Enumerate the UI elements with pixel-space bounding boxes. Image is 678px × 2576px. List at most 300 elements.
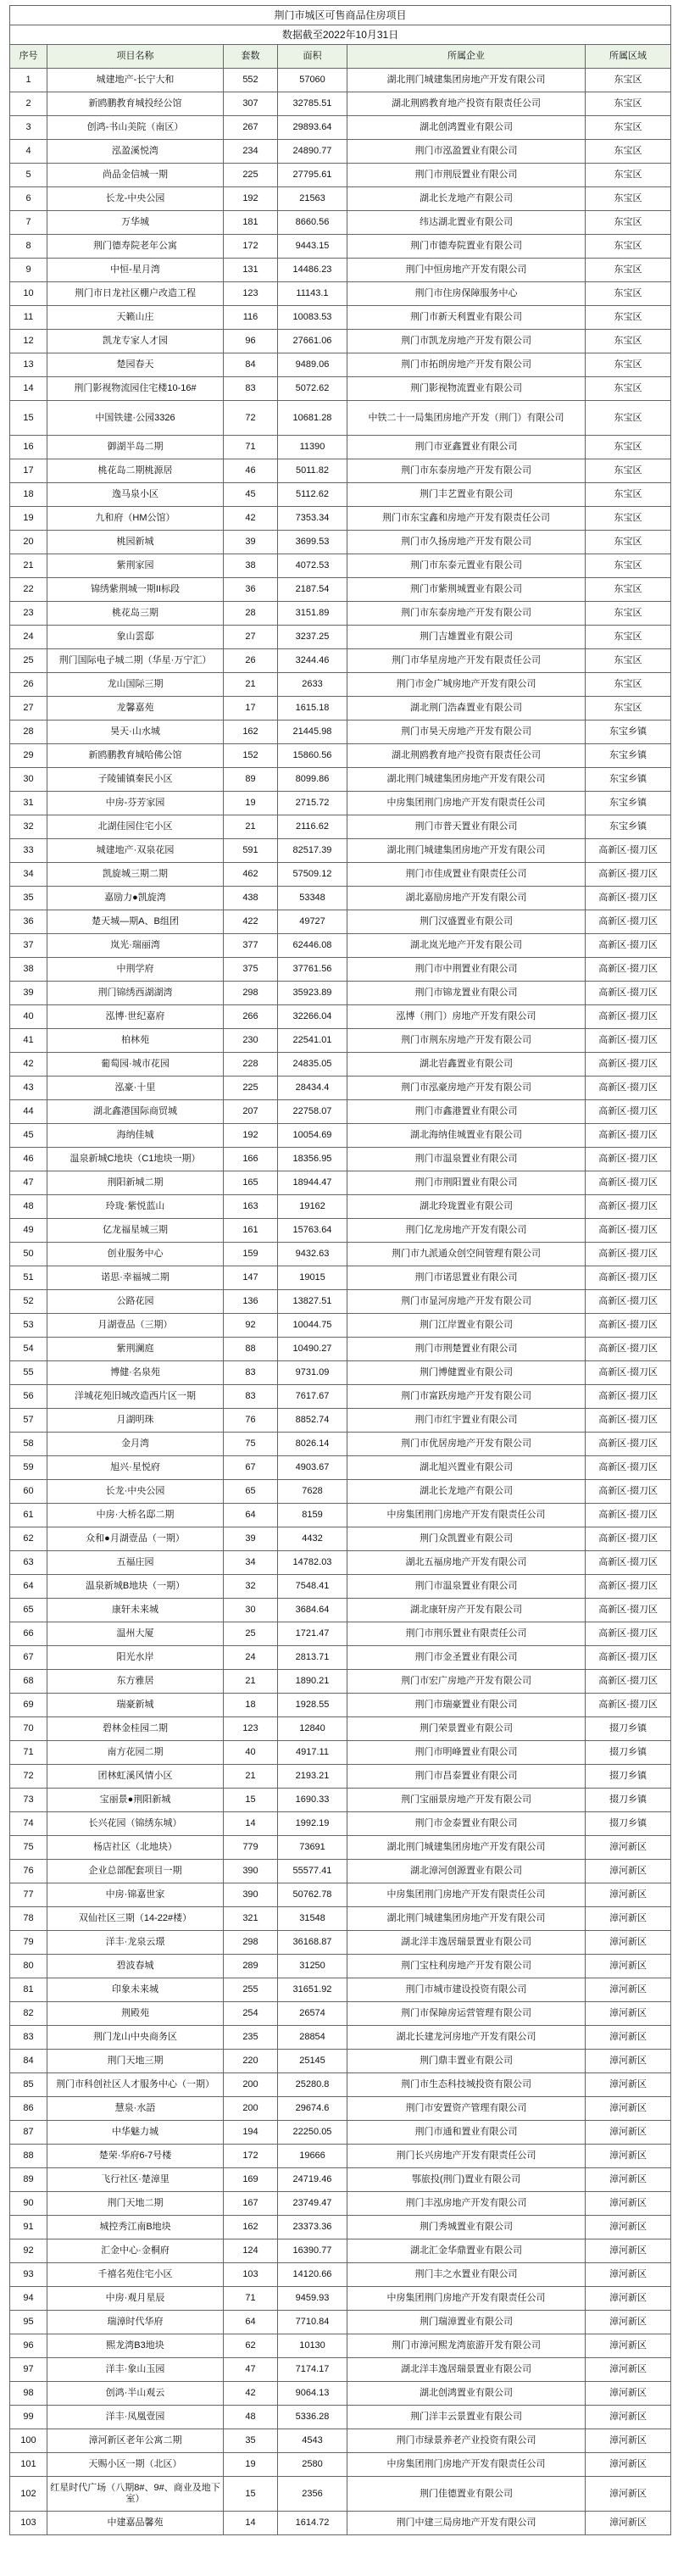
area: 15763.64: [278, 1219, 347, 1243]
area: 22250.05: [278, 2121, 347, 2145]
company: 湖北海纳佳城置业有限公司: [347, 1124, 586, 1148]
row-index: 6: [10, 187, 47, 211]
region: 漳河新区: [586, 2477, 671, 2512]
area: 62446.08: [278, 934, 347, 958]
table-row: [10, 69, 671, 92]
region: 掇刀乡镇: [586, 1812, 671, 1836]
project-name: 中房·锦嘉世家: [47, 1883, 224, 1907]
row-index: 70: [10, 1717, 47, 1741]
unit-count: 307: [224, 92, 278, 116]
row-index: 31: [10, 792, 47, 815]
table-row: [10, 2334, 671, 2358]
unit-count: 42: [224, 507, 278, 531]
row-index: 41: [10, 1029, 47, 1053]
company: 中房集团荆门房地产开发有限责任公司: [347, 2453, 586, 2477]
unit-count: 96: [224, 330, 278, 353]
header-project-name: 项目名称: [47, 45, 224, 69]
company: 荆门丰泓房地产开发有限公司: [347, 2192, 586, 2216]
company: 荆门市优居房地产开发有限公司: [347, 1433, 586, 1456]
project-name: 公路花园: [47, 1290, 224, 1314]
row-index: 71: [10, 1741, 47, 1765]
region: 漳河新区: [586, 2216, 671, 2239]
table-row: [10, 377, 671, 401]
table-row: [10, 1480, 671, 1504]
company: 荆门荣景置业有限公司: [347, 1717, 586, 1741]
area: 8099.86: [278, 768, 347, 792]
unit-count: 47: [224, 2358, 278, 2382]
table-row: [10, 1955, 671, 1978]
region: 高新区·掇刀区: [586, 982, 671, 1005]
region: 东宝区: [586, 187, 671, 211]
project-name: 印象未来城: [47, 1978, 224, 2002]
company: 荆门市金广城房地产开发有限公司: [347, 673, 586, 697]
company: 荆门市荆阳置业有限公司: [347, 1171, 586, 1195]
table-row: [10, 1741, 671, 1765]
project-name: 创鸿·半山观云: [47, 2382, 224, 2406]
row-index: 55: [10, 1361, 47, 1385]
row-index: 5: [10, 164, 47, 187]
housing-table: [9, 5, 671, 2535]
area: 5011.82: [278, 459, 347, 483]
unit-count: 147: [224, 1266, 278, 1290]
table-row: [10, 2073, 671, 2097]
unit-count: 234: [224, 140, 278, 164]
company: 荆门市生态科技城投资有限公司: [347, 2073, 586, 2097]
unit-count: 152: [224, 744, 278, 768]
company: 荆门市宏广房地产开发有限公司: [347, 1670, 586, 1694]
region: 漳河新区: [586, 1907, 671, 1931]
row-index: 11: [10, 306, 47, 330]
project-name: 玲珑·紫悦蓝山: [47, 1195, 224, 1219]
row-index: 26: [10, 673, 47, 697]
table-row: [10, 1219, 671, 1243]
row-index: 61: [10, 1504, 47, 1527]
project-name: 温泉新城B地块（一期）: [47, 1575, 224, 1599]
row-index: 76: [10, 1860, 47, 1883]
region: 东宝乡镇: [586, 792, 671, 815]
company: 中房集团荆门房地产开发有限责任公司: [347, 1883, 586, 1907]
area: 4917.11: [278, 1741, 347, 1765]
area: 7353.34: [278, 507, 347, 531]
region: 漳河新区: [586, 2002, 671, 2026]
company: 湖北长龙地产有限公司: [347, 1480, 586, 1504]
row-index: 89: [10, 2168, 47, 2192]
region: 高新区·掇刀区: [586, 1029, 671, 1053]
unit-count: 83: [224, 1385, 278, 1409]
area: 16390.77: [278, 2239, 347, 2263]
company: 荆门市紫荆城置业有限公司: [347, 578, 586, 602]
row-index: 46: [10, 1148, 47, 1171]
company: 荆门宝丽景房地产开发有限公司: [347, 1789, 586, 1812]
unit-count: 225: [224, 164, 278, 187]
area: 4072.53: [278, 554, 347, 578]
company: 荆门洋丰云景置业有限公司: [347, 2406, 586, 2429]
project-name: 天籁山庄: [47, 306, 224, 330]
unit-count: 30: [224, 1599, 278, 1622]
project-name: 桃花岛三期: [47, 602, 224, 626]
table-row: [10, 2121, 671, 2145]
project-name: 中荆学府: [47, 958, 224, 982]
row-index: 18: [10, 483, 47, 507]
project-name: 企业总部配套项目一期: [47, 1860, 224, 1883]
project-name: 楚荣·华府6-7号楼: [47, 2145, 224, 2168]
row-index: 84: [10, 2050, 47, 2073]
row-index: 88: [10, 2145, 47, 2168]
area: 4543: [278, 2429, 347, 2453]
unit-count: 123: [224, 1717, 278, 1741]
area: 9731.09: [278, 1361, 347, 1385]
project-name: 瑞漳时代华府: [47, 2311, 224, 2334]
company: 荆门市漳河熙龙湾旅游开发有限公司: [347, 2334, 586, 2358]
region: 漳河新区: [586, 2311, 671, 2334]
project-name: 旭兴·星悦府: [47, 1456, 224, 1480]
table-row: [10, 792, 671, 815]
area: 9064.13: [278, 2382, 347, 2406]
project-name: 博健·名泉苑: [47, 1361, 224, 1385]
project-name: 城建地产-长宁大和: [47, 69, 224, 92]
company: 湖北长龙地产有限公司: [347, 187, 586, 211]
company: 湖北洋丰逸居瑞景置业有限公司: [347, 1931, 586, 1955]
region: 高新区·掇刀区: [586, 1409, 671, 1433]
row-index: 62: [10, 1527, 47, 1551]
project-name: 月湖明珠: [47, 1409, 224, 1433]
unit-count: 45: [224, 483, 278, 507]
row-index: 29: [10, 744, 47, 768]
table-row: [10, 2239, 671, 2263]
unit-count: 15: [224, 2477, 278, 2512]
unit-count: 462: [224, 863, 278, 887]
table-row: [10, 531, 671, 554]
company: 湖北岚光地产开发有限公司: [347, 934, 586, 958]
table-row: [10, 1789, 671, 1812]
region: 漳河新区: [586, 2382, 671, 2406]
row-index: 97: [10, 2358, 47, 2382]
project-name: 中恒-星月湾: [47, 259, 224, 282]
region: 东宝区: [586, 602, 671, 626]
unit-count: 64: [224, 1504, 278, 1527]
row-index: 39: [10, 982, 47, 1005]
region: 漳河新区: [586, 1860, 671, 1883]
row-index: 17: [10, 459, 47, 483]
area: 10681.28: [278, 401, 347, 436]
table-row: [10, 2358, 671, 2382]
region: 东宝区: [586, 116, 671, 140]
region: 高新区·掇刀区: [586, 863, 671, 887]
company: 湖北旭兴置业有限公司: [347, 1456, 586, 1480]
row-index: 79: [10, 1931, 47, 1955]
company: 湖北荆鸥教育地产投资有限责任公司: [347, 92, 586, 116]
unit-count: 62: [224, 2334, 278, 2358]
region: 东宝区: [586, 92, 671, 116]
row-index: 28: [10, 721, 47, 744]
region: 高新区·掇刀区: [586, 1480, 671, 1504]
unit-count: 76: [224, 1409, 278, 1433]
region: 东宝区: [586, 436, 671, 459]
unit-count: 38: [224, 554, 278, 578]
table-row: [10, 578, 671, 602]
project-name: 中华魅力城: [47, 2121, 224, 2145]
row-index: 30: [10, 768, 47, 792]
region: 高新区·掇刀区: [586, 1361, 671, 1385]
area: 1890.21: [278, 1670, 347, 1694]
region: 高新区·掇刀区: [586, 1622, 671, 1646]
unit-count: 71: [224, 436, 278, 459]
area: 5336.28: [278, 2406, 347, 2429]
region: 高新区·掇刀区: [586, 1433, 671, 1456]
company: 荆门市东泰元置业有限公司: [347, 554, 586, 578]
row-index: 12: [10, 330, 47, 353]
table-row: [10, 839, 671, 863]
company: 荆门市锦龙置业有限公司: [347, 982, 586, 1005]
region: 高新区·掇刀区: [586, 1599, 671, 1622]
region: 高新区·掇刀区: [586, 1148, 671, 1171]
project-name: 中国铁建·公园3326: [47, 401, 224, 436]
region: 漳河新区: [586, 2050, 671, 2073]
row-index: 94: [10, 2287, 47, 2311]
project-name: 荆门市日龙社区棚户改造工程: [47, 282, 224, 306]
project-name: 月湖壹品（三期）: [47, 1314, 224, 1338]
project-name: 北湖佳园住宅小区: [47, 815, 224, 839]
row-index: 101: [10, 2453, 47, 2477]
project-name: 桃园新城: [47, 531, 224, 554]
table-row: [10, 306, 671, 330]
row-index: 91: [10, 2216, 47, 2239]
table-row: [10, 1456, 671, 1480]
table-row: [10, 744, 671, 768]
area: 25280.8: [278, 2073, 347, 2097]
region: 漳河新区: [586, 1883, 671, 1907]
company: 湖北创鸿置业有限公司: [347, 2382, 586, 2406]
company: 荆门瑞漳置业有限公司: [347, 2311, 586, 2334]
project-name: 漳河新区老年公寓二期: [47, 2429, 224, 2453]
unit-count: 40: [224, 1741, 278, 1765]
unit-count: 161: [224, 1219, 278, 1243]
project-name: 岚光·瑞丽湾: [47, 934, 224, 958]
area: 1615.18: [278, 697, 347, 721]
company: 荆门江岸置业有限公司: [347, 1314, 586, 1338]
region: 东宝乡镇: [586, 744, 671, 768]
area: 14120.66: [278, 2263, 347, 2287]
header-company: 所属企业: [347, 45, 586, 69]
unit-count: 35: [224, 2429, 278, 2453]
region: 高新区·掇刀区: [586, 910, 671, 934]
company: 荆门丰艺置业有限公司: [347, 483, 586, 507]
region: 漳河新区: [586, 2263, 671, 2287]
unit-count: 88: [224, 1338, 278, 1361]
project-name: 柏林苑: [47, 1029, 224, 1053]
unit-count: 159: [224, 1243, 278, 1266]
area: 1721.47: [278, 1622, 347, 1646]
unit-count: 390: [224, 1883, 278, 1907]
row-index: 72: [10, 1765, 47, 1789]
project-name: 阳光水岸: [47, 1646, 224, 1670]
area: 31250: [278, 1955, 347, 1978]
region: 东宝乡镇: [586, 721, 671, 744]
company: 荆门影视物流置业有限公司: [347, 377, 586, 401]
unit-count: 131: [224, 259, 278, 282]
table-row: [10, 1409, 671, 1433]
row-index: 102: [10, 2477, 47, 2512]
project-name: 碧林金桂园二期: [47, 1717, 224, 1741]
row-index: 1: [10, 69, 47, 92]
region: 漳河新区: [586, 2073, 671, 2097]
table-row: [10, 1907, 671, 1931]
unit-count: 28: [224, 602, 278, 626]
unit-count: 64: [224, 2311, 278, 2334]
table-row: [10, 507, 671, 531]
project-name: 荆门影视物流园住宅楼10-16#: [47, 377, 224, 401]
project-name: 金月湾: [47, 1433, 224, 1456]
area: 22758.07: [278, 1100, 347, 1124]
area: 29674.6: [278, 2097, 347, 2121]
unit-count: 19: [224, 792, 278, 815]
project-name: 宝丽景●荆阳新城: [47, 1789, 224, 1812]
project-name: 楚园春天: [47, 353, 224, 377]
unit-count: 15: [224, 1789, 278, 1812]
area: 31651.92: [278, 1978, 347, 2002]
table-row: [10, 211, 671, 235]
row-index: 51: [10, 1266, 47, 1290]
region: 东宝区: [586, 626, 671, 649]
region: 东宝区: [586, 649, 671, 673]
project-name: 荆殿苑: [47, 2002, 224, 2026]
unit-count: 377: [224, 934, 278, 958]
region: 漳河新区: [586, 2287, 671, 2311]
project-name: 荆门天地三期: [47, 2050, 224, 2073]
company: 荆门秀城置业有限公司: [347, 2216, 586, 2239]
project-name: 慧泉·水語: [47, 2097, 224, 2121]
area: 18944.47: [278, 1171, 347, 1195]
row-index: 34: [10, 863, 47, 887]
row-index: 98: [10, 2382, 47, 2406]
unit-count: 321: [224, 1907, 278, 1931]
area: 8660.56: [278, 211, 347, 235]
area: 15860.56: [278, 744, 347, 768]
area: 2116.62: [278, 815, 347, 839]
region: 漳河新区: [586, 2121, 671, 2145]
unit-count: 39: [224, 531, 278, 554]
project-name: 瑞豪新城: [47, 1694, 224, 1717]
unit-count: 438: [224, 887, 278, 910]
row-index: 37: [10, 934, 47, 958]
unit-count: 235: [224, 2026, 278, 2050]
company: 荆门市通和置业有限公司: [347, 2121, 586, 2145]
company: 荆门市德寿院置业有限公司: [347, 235, 586, 259]
unit-count: 46: [224, 459, 278, 483]
project-name: 紫荆澜庭: [47, 1338, 224, 1361]
project-name: 荆阳新城二期: [47, 1171, 224, 1195]
table-row: [10, 2453, 671, 2477]
region: 高新区·掇刀区: [586, 1646, 671, 1670]
company: 荆门市泓豪房地产开发有限公司: [347, 1077, 586, 1100]
company: 荆门市东泰房地产开发有限公司: [347, 459, 586, 483]
region: 东宝区: [586, 140, 671, 164]
row-index: 86: [10, 2097, 47, 2121]
area: 10490.27: [278, 1338, 347, 1361]
row-index: 90: [10, 2192, 47, 2216]
area: 9443.15: [278, 235, 347, 259]
company: 湖北创鸿置业有限公司: [347, 116, 586, 140]
table-row: [10, 2477, 671, 2512]
area: 3244.46: [278, 649, 347, 673]
table-row: [10, 1433, 671, 1456]
company: 荆门市华星房地产开发有限责任公司: [347, 649, 586, 673]
area: 19666: [278, 2145, 347, 2168]
company: 荆门市富跃房地产开发有限公司: [347, 1385, 586, 1409]
region: 东宝乡镇: [586, 815, 671, 839]
area: 24890.77: [278, 140, 347, 164]
table-row: [10, 187, 671, 211]
area: 21563: [278, 187, 347, 211]
table-row: [10, 1646, 671, 1670]
company: 湖北洋丰逸居瑞景置业有限公司: [347, 2358, 586, 2382]
unit-count: 32: [224, 1575, 278, 1599]
area: 10130: [278, 2334, 347, 2358]
row-index: 93: [10, 2263, 47, 2287]
company: 湖北荆门城建集团房地产开发有限公司: [347, 1836, 586, 1860]
project-name: 亿龙福星城三期: [47, 1219, 224, 1243]
row-index: 21: [10, 554, 47, 578]
area: 23373.36: [278, 2216, 347, 2239]
region: 高新区·掇刀区: [586, 839, 671, 863]
region: 漳河新区: [586, 2145, 671, 2168]
table-row: [10, 910, 671, 934]
area: 11143.1: [278, 282, 347, 306]
row-index: 42: [10, 1053, 47, 1077]
region: 漳河新区: [586, 2406, 671, 2429]
company: 湖北荆门城建集团房地产开发有限公司: [347, 839, 586, 863]
project-name: 桃花岛二期桃源居: [47, 459, 224, 483]
row-index: 36: [10, 910, 47, 934]
company: 湖北汇金华鼎置业有限公司: [347, 2239, 586, 2263]
area: 7174.17: [278, 2358, 347, 2382]
unit-count: 116: [224, 306, 278, 330]
table-row: [10, 768, 671, 792]
region: 漳河新区: [586, 1931, 671, 1955]
row-index: 32: [10, 815, 47, 839]
table-row: [10, 1527, 671, 1551]
unit-count: 27: [224, 626, 278, 649]
area: 2580: [278, 2453, 347, 2477]
project-name: 御湖半岛二期: [47, 436, 224, 459]
unit-count: 192: [224, 187, 278, 211]
area: 82517.39: [278, 839, 347, 863]
company: 荆门市瑞豪置业有限公司: [347, 1694, 586, 1717]
company: 荆门市明峰置业有限公司: [347, 1741, 586, 1765]
region: 东宝区: [586, 697, 671, 721]
project-name: 长兴花园（锦绣东城）: [47, 1812, 224, 1836]
company: 湖北荆门城建集团房地产开发有限公司: [347, 69, 586, 92]
table-row: [10, 554, 671, 578]
area: 23749.47: [278, 2192, 347, 2216]
row-index: 95: [10, 2311, 47, 2334]
row-index: 87: [10, 2121, 47, 2145]
unit-count: 162: [224, 721, 278, 744]
company: 湖北荆门城建集团房地产开发有限公司: [347, 768, 586, 792]
area: 5112.62: [278, 483, 347, 507]
region: 东宝区: [586, 259, 671, 282]
row-index: 24: [10, 626, 47, 649]
unit-count: 83: [224, 377, 278, 401]
row-index: 80: [10, 1955, 47, 1978]
unit-count: 21: [224, 1765, 278, 1789]
region: 掇刀乡镇: [586, 1765, 671, 1789]
unit-count: 591: [224, 839, 278, 863]
date-note: 数据截至2022年10月31日: [10, 25, 671, 45]
project-name: 荆门德寿院老年公寓: [47, 235, 224, 259]
row-index: 92: [10, 2239, 47, 2263]
company: 荆门中恒房地产开发有限公司: [347, 259, 586, 282]
